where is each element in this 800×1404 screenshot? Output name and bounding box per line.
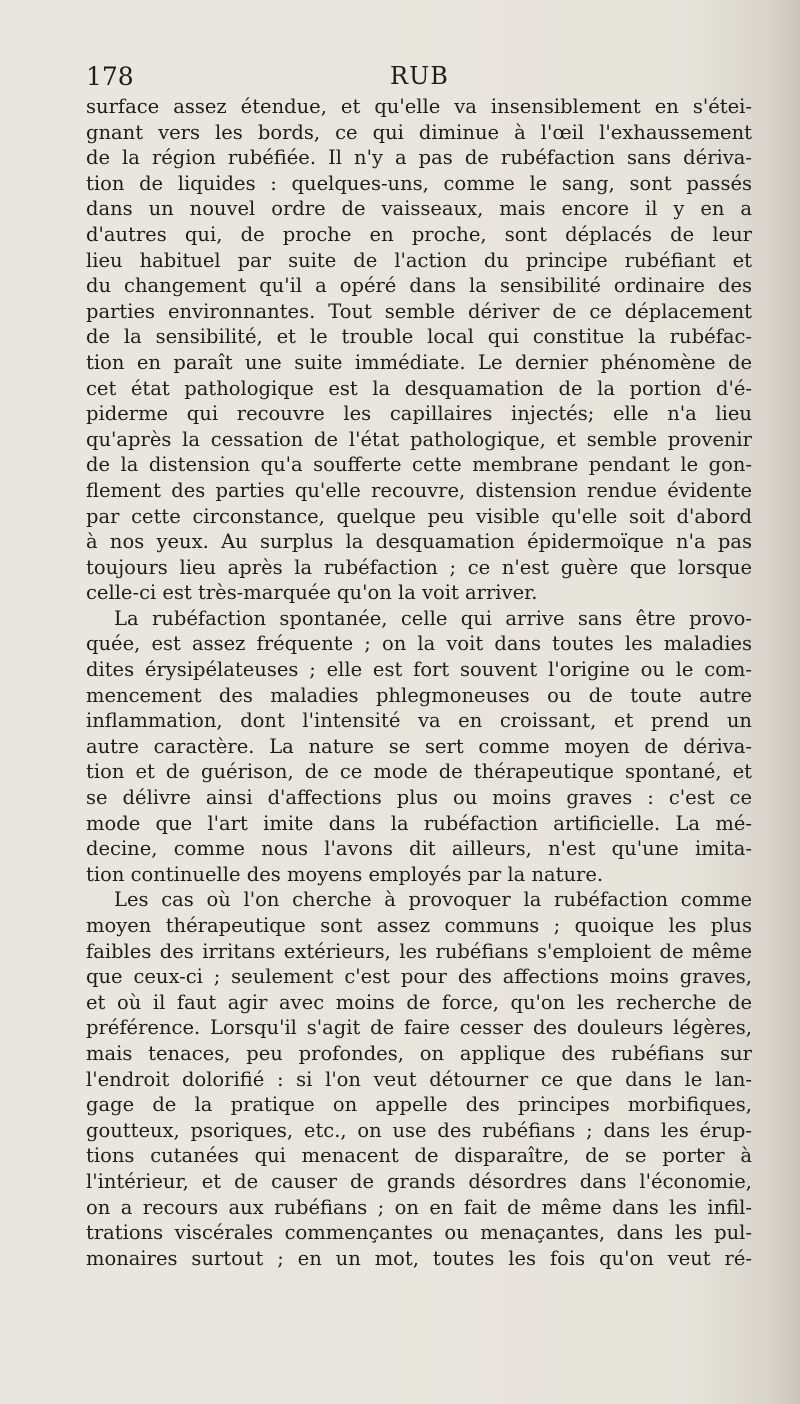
text-line: inflammation, dont l'intensité va en croissant, et prend un [86,709,752,733]
text-line: surface assez étendue, et qu'elle va insensiblement en s'étei- [86,95,752,118]
text-line: l'intérieur, et de causer de grands désordres dans l'économie, [86,1169,752,1193]
text-line: piderme qui recouvre les capillaires injectés; elle n'a lieu [86,402,752,426]
text-line: gnant vers les bords, ce qui diminue à l'œil l'exhaussement [86,120,752,144]
text-line: tion continuelle des moyens employés par la nature. [86,862,604,886]
text-line: d'autres qui, de proche en proche, sont déplacés de leur [86,222,752,246]
text-line: cet état pathologique est la desquamation de la portion d'é- [86,376,752,400]
text-line: parties environnantes. Tout semble dériver de ce déplacement [86,299,752,323]
text-line: que ceux-ci ; seulement c'est pour des affections moins graves, [86,965,752,989]
text-line: tion en paraît une suite immédiate. Le dernier phénomène de [86,350,752,374]
text-line: tions cutanées qui menacent de disparaître, de se porter à [86,1144,752,1168]
text-line: quée, est assez fréquente ; on la voit dans toutes les maladies [86,632,752,656]
text-line: moyen thérapeutique sont assez communs ; quoique les plus [86,914,752,937]
text-line: dans un nouvel ordre de vaisseaux, mais encore il y en a [86,197,752,221]
text-line: gage de la pratique on appelle des principes morbifiques, [86,1093,752,1117]
text-line: tion de liquides : quelques-uns, comme le sang, sont passés [86,171,752,195]
text-line: se délivre ainsi d'affections plus ou moins graves : c'est ce [86,786,752,810]
body-text [86,94,752,1271]
text-line: du changement qu'il a opéré dans la sensibilité ordinaire des [86,274,752,298]
running-head: RUB [390,62,449,90]
text-line: lieu habituel par suite de l'action du principe rubéfiant et [86,248,752,272]
paragraph-first-line: Les cas où l'on cherche à provoquer la rubéfaction comme [114,888,752,912]
text-line: celle-ci est très-marquée qu'on la voit arriver. [86,581,538,605]
text-line: toujours lieu après la rubéfaction ; ce n'est guère que lorsque [86,555,752,579]
paragraph-first-line: La rubéfaction spontanée, celle qui arrive sans être provo- [114,606,752,630]
text-line: de la région rubéfiée. Il n'y a pas de rubéfaction sans dériva- [86,146,752,170]
text-line: de la sensibilité, et le trouble local qui constitue la rubéfac- [86,325,752,349]
text-line: decine, comme nous l'avons dit ailleurs, n'est qu'une imita- [86,837,752,861]
text-line: mencement des maladies phlegmoneuses ou de toute autre [86,683,752,707]
text-line: dites érysipélateuses ; elle est fort souvent l'origine ou le com- [86,658,752,682]
text-line: goutteux, psoriques, etc., on use des rubéfians ; dans les érup- [86,1118,752,1142]
text-line: mais tenaces, peu profondes, on applique des rubéfians sur [86,1041,752,1065]
text-line: flement des parties qu'elle recouvre, distension rendue évidente [86,478,752,502]
text-line: on a recours aux rubéfians ; on en fait de même dans les infil- [86,1195,752,1219]
text-line: trations viscérales commençantes ou menaçantes, dans les pul- [86,1221,752,1245]
text-line: tion et de guérison, de ce mode de thérapeutique spontané, et [86,760,752,784]
text-line: par cette circonstance, quelque peu visible qu'elle soit d'abord [86,504,752,528]
text-line: autre caractère. La nature se sert comme moyen de dériva- [86,734,752,758]
text-line: et où il faut agir avec moins de force, qu'on les recherche de [86,990,752,1014]
text-line: préférence. Lorsqu'il s'agit de faire cesser des douleurs légères, [86,1016,752,1040]
text-line: faibles des irritans extérieurs, les rubéfians s'emploient de même [86,939,752,963]
text-line: l'endroit dolorifié : si l'on veut détourner ce que dans le lan- [86,1067,752,1091]
text-line: à nos yeux. Au surplus la desquamation épidermoïque n'a pas [86,530,752,554]
page-number: 178 [86,62,134,91]
text-line: monaires surtout ; en un mot, toutes les fois qu'on veut ré- [86,1246,752,1270]
text-line: qu'après la cessation de l'état pathologique, et semble provenir [86,427,752,451]
text-line: mode que l'art imite dans la rubéfaction artificielle. La mé- [86,811,752,835]
text-line: de la distension qu'a soufferte cette membrane pendant le gon- [86,453,752,477]
